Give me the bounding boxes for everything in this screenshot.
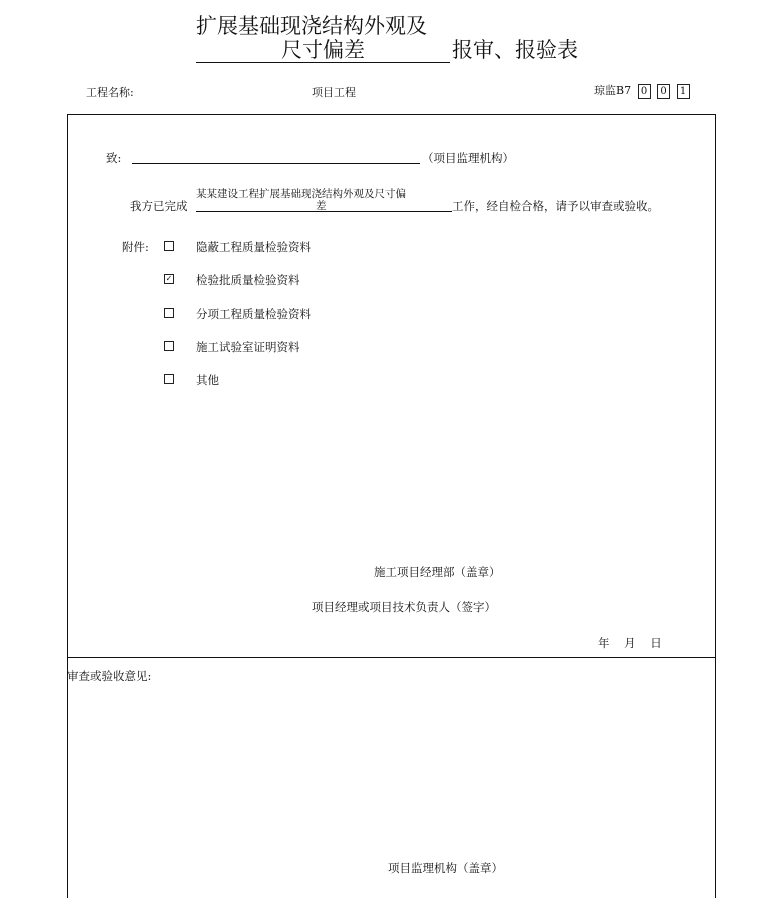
completion-work-line2: 差 <box>316 200 327 212</box>
attachment-checkbox-2[interactable]: ✓ <box>165 274 173 283</box>
contractor-seal-label: 施工项目经理部（盖章） <box>374 565 501 579</box>
form-code-digit-3: 1 <box>677 84 690 99</box>
attachments-label: 附件: <box>122 240 149 254</box>
completion-underline <box>196 211 452 212</box>
form-code-digit-2: 0 <box>657 84 670 99</box>
form-title-line1: 扩展基础现浇结构外观及 <box>196 14 427 38</box>
attachment-checkbox-4[interactable] <box>164 341 174 351</box>
form-title-fill: 尺寸偏差 <box>196 38 450 63</box>
attachment-label-5: 其他 <box>196 373 219 387</box>
submission-date: 年 月 日 <box>598 636 662 650</box>
attachment-label-2: 检验批质量检验资料 <box>196 273 300 287</box>
attachment-label-3: 分项工程质量检验资料 <box>196 307 311 321</box>
form-code-digit-1: 0 <box>638 84 651 99</box>
attachment-checkbox-5[interactable] <box>164 374 174 384</box>
attachment-checkbox-3[interactable] <box>164 308 174 318</box>
manager-signature-label: 项目经理或项目技术负责人（签字） <box>312 600 496 614</box>
completion-suffix: 工作，经自检合格，请予以审查或验收。 <box>452 199 659 213</box>
completion-prefix: 我方已完成 <box>130 199 188 213</box>
attachment-checkbox-1[interactable] <box>164 241 174 251</box>
addressee-underline <box>132 163 420 164</box>
addressee-suffix: （项目监理机构） <box>422 151 514 165</box>
form-title-suffix: 报审、报验表 <box>452 38 578 62</box>
attachment-label-1: 隐蔽工程质量检验资料 <box>196 240 311 254</box>
supervisor-seal-label: 项目监理机构（盖章） <box>388 861 503 875</box>
project-name-label: 工程名称: <box>86 86 134 99</box>
attachment-label-4: 施工试验室证明资料 <box>196 340 300 354</box>
completion-work-line1: 某某建设工程扩展基础现浇结构外观及尺寸偏 <box>196 188 406 200</box>
review-opinion-label: 审查或验收意见: <box>67 669 152 683</box>
addressee-label: 致: <box>106 151 122 165</box>
form-code <box>594 82 690 99</box>
project-name-value: 项目工程 <box>312 86 356 99</box>
form-code-prefix: 琼监B7 <box>594 84 632 97</box>
